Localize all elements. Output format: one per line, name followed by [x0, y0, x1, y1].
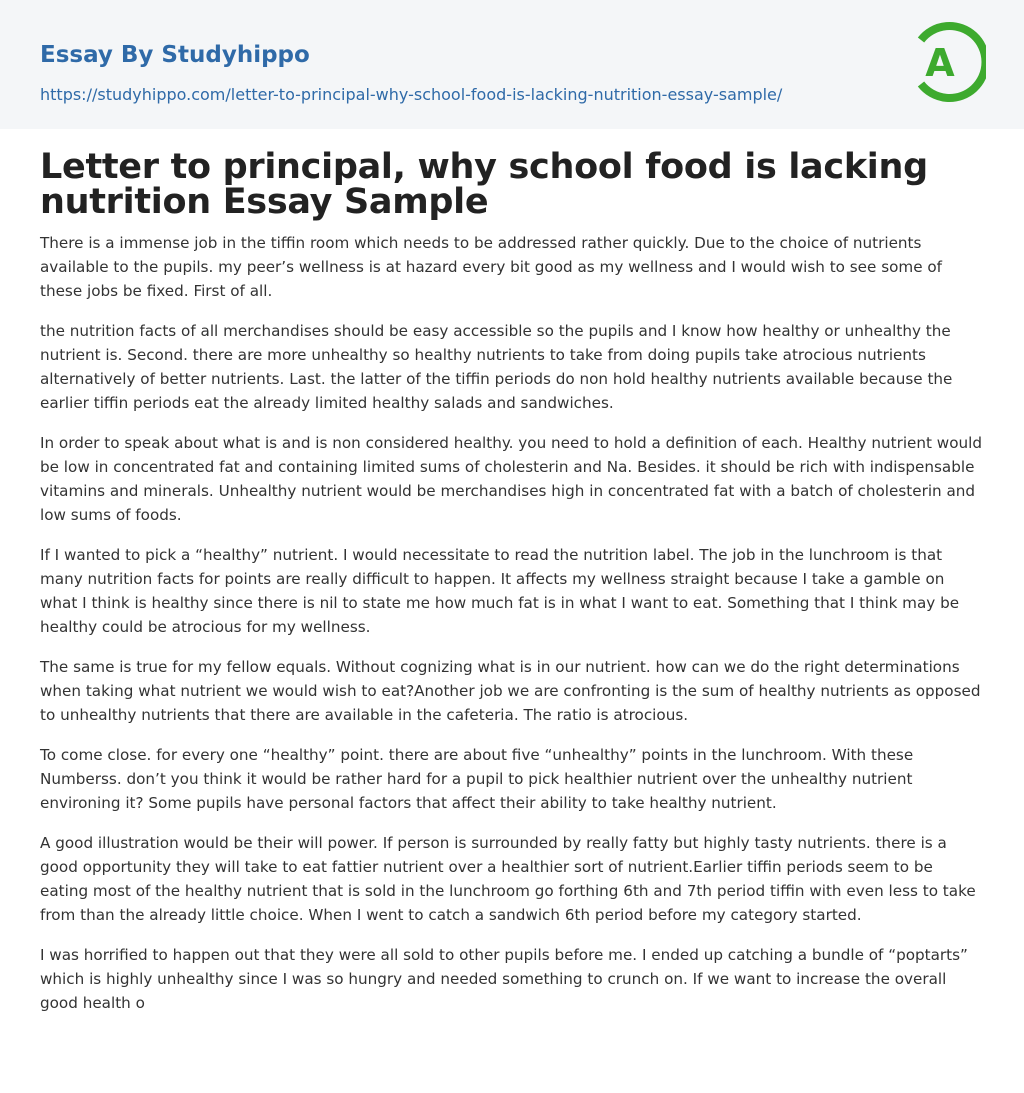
article-paragraph: There is a immense job in the tiffin room which needs to be addressed rather quickly. Due to the choice of nutrients available to the pupils. my peer’s wellness is at hazard every bit good as my wellness and I would wish to see some of these jobs be fixed. First of all. — [40, 234, 943, 300]
article-paragraph: In order to speak about what is and is non considered healthy. you need to hold a definition of each. Healthy nutrient would be low in concentrated fat and containing limited sums of cholesterin and Na. Besides. it should be rich with indispensable vitamins and minerals. Unhealthy nutrient would be merchandises high in concentrated fat with a batch of cholesterin and low sums of foods. — [40, 434, 982, 524]
site-brand[interactable]: Essay By Studyhippo — [40, 42, 310, 68]
article-paragraph: I was horrified to happen out that they were all sold to other pupils before me. I ended up catching a bundle of “poptarts” which is highly unhealthy since I was so hungry and needed something to crunch on. If we want to increase the overall good health o — [40, 946, 968, 1012]
site-header — [0, 0, 1024, 129]
article-paragraph: the nutrition facts of all merchandises should be easy accessible so the pupils and I know how healthy or unhealthy the nutrient is. Second. there are more unhealthy so healthy nutrients to take from doing pupils take atrocious nutrients alternatively of better nutrients. Last. the latter of the tiffin periods do non hold healthy nutrients available because the earlier tiffin periods eat the already limited healthy salads and sandwiches. — [40, 322, 953, 412]
article-paragraph: A good illustration would be their will power. If person is surrounded by really fatty but highly tasty nutrients. there is a good opportunity they will take to eat fattier nutrient over a healthier sort of nutrient.Earlier tiffin periods seem to be eating most of the healthy nutrient that is sold in the lunchroom go forthing 6th and 7th period tiffin with even less to take from than the already little choice. When I went to catch a sandwich 6th period before my category started. — [40, 834, 976, 924]
article-title: Letter to principal, why school food is lacking nutrition Essay Sample — [40, 147, 928, 222]
article — [40, 129, 984, 1031]
logo-letter: A — [925, 41, 955, 85]
article-paragraph: To come close. for every one “healthy” point. there are about five “unhealthy” points in the lunchroom. With these Numberss. don’t you think it would be rather hard for a pupil to pick healthier nutrient over the unhealthy nutrient environing it? Some pupils have personal factors that affect their ability to take healthy nutrient. — [40, 746, 914, 812]
article-paragraph: The same is true for my fellow equals. Without cognizing what is in our nutrient. how can we do the right determinations when taking what nutrient we would wish to eat?Another job we are confronting is the sum of healthy nutrients as opposed to unhealthy nutrients that there are available in the cafeteria. The ratio is atrocious. — [40, 658, 981, 724]
circle-letter-a-logo-icon[interactable] — [912, 19, 986, 105]
page-url-link[interactable]: https://studyhippo.com/letter-to-principal-why-school-food-is-lacking-nutrition-essay-sample/ — [40, 85, 783, 104]
article-paragraph: If I wanted to pick a “healthy” nutrient. I would necessitate to read the nutrition label. The job in the lunchroom is that many nutrition facts for points are really difficult to happen. It affects my wellness straight because I take a gamble on what I think is healthy since there is nil to state me how much fat is in what I want to eat. Something that I think may be healthy could be atrocious for my wellness. — [40, 546, 960, 636]
